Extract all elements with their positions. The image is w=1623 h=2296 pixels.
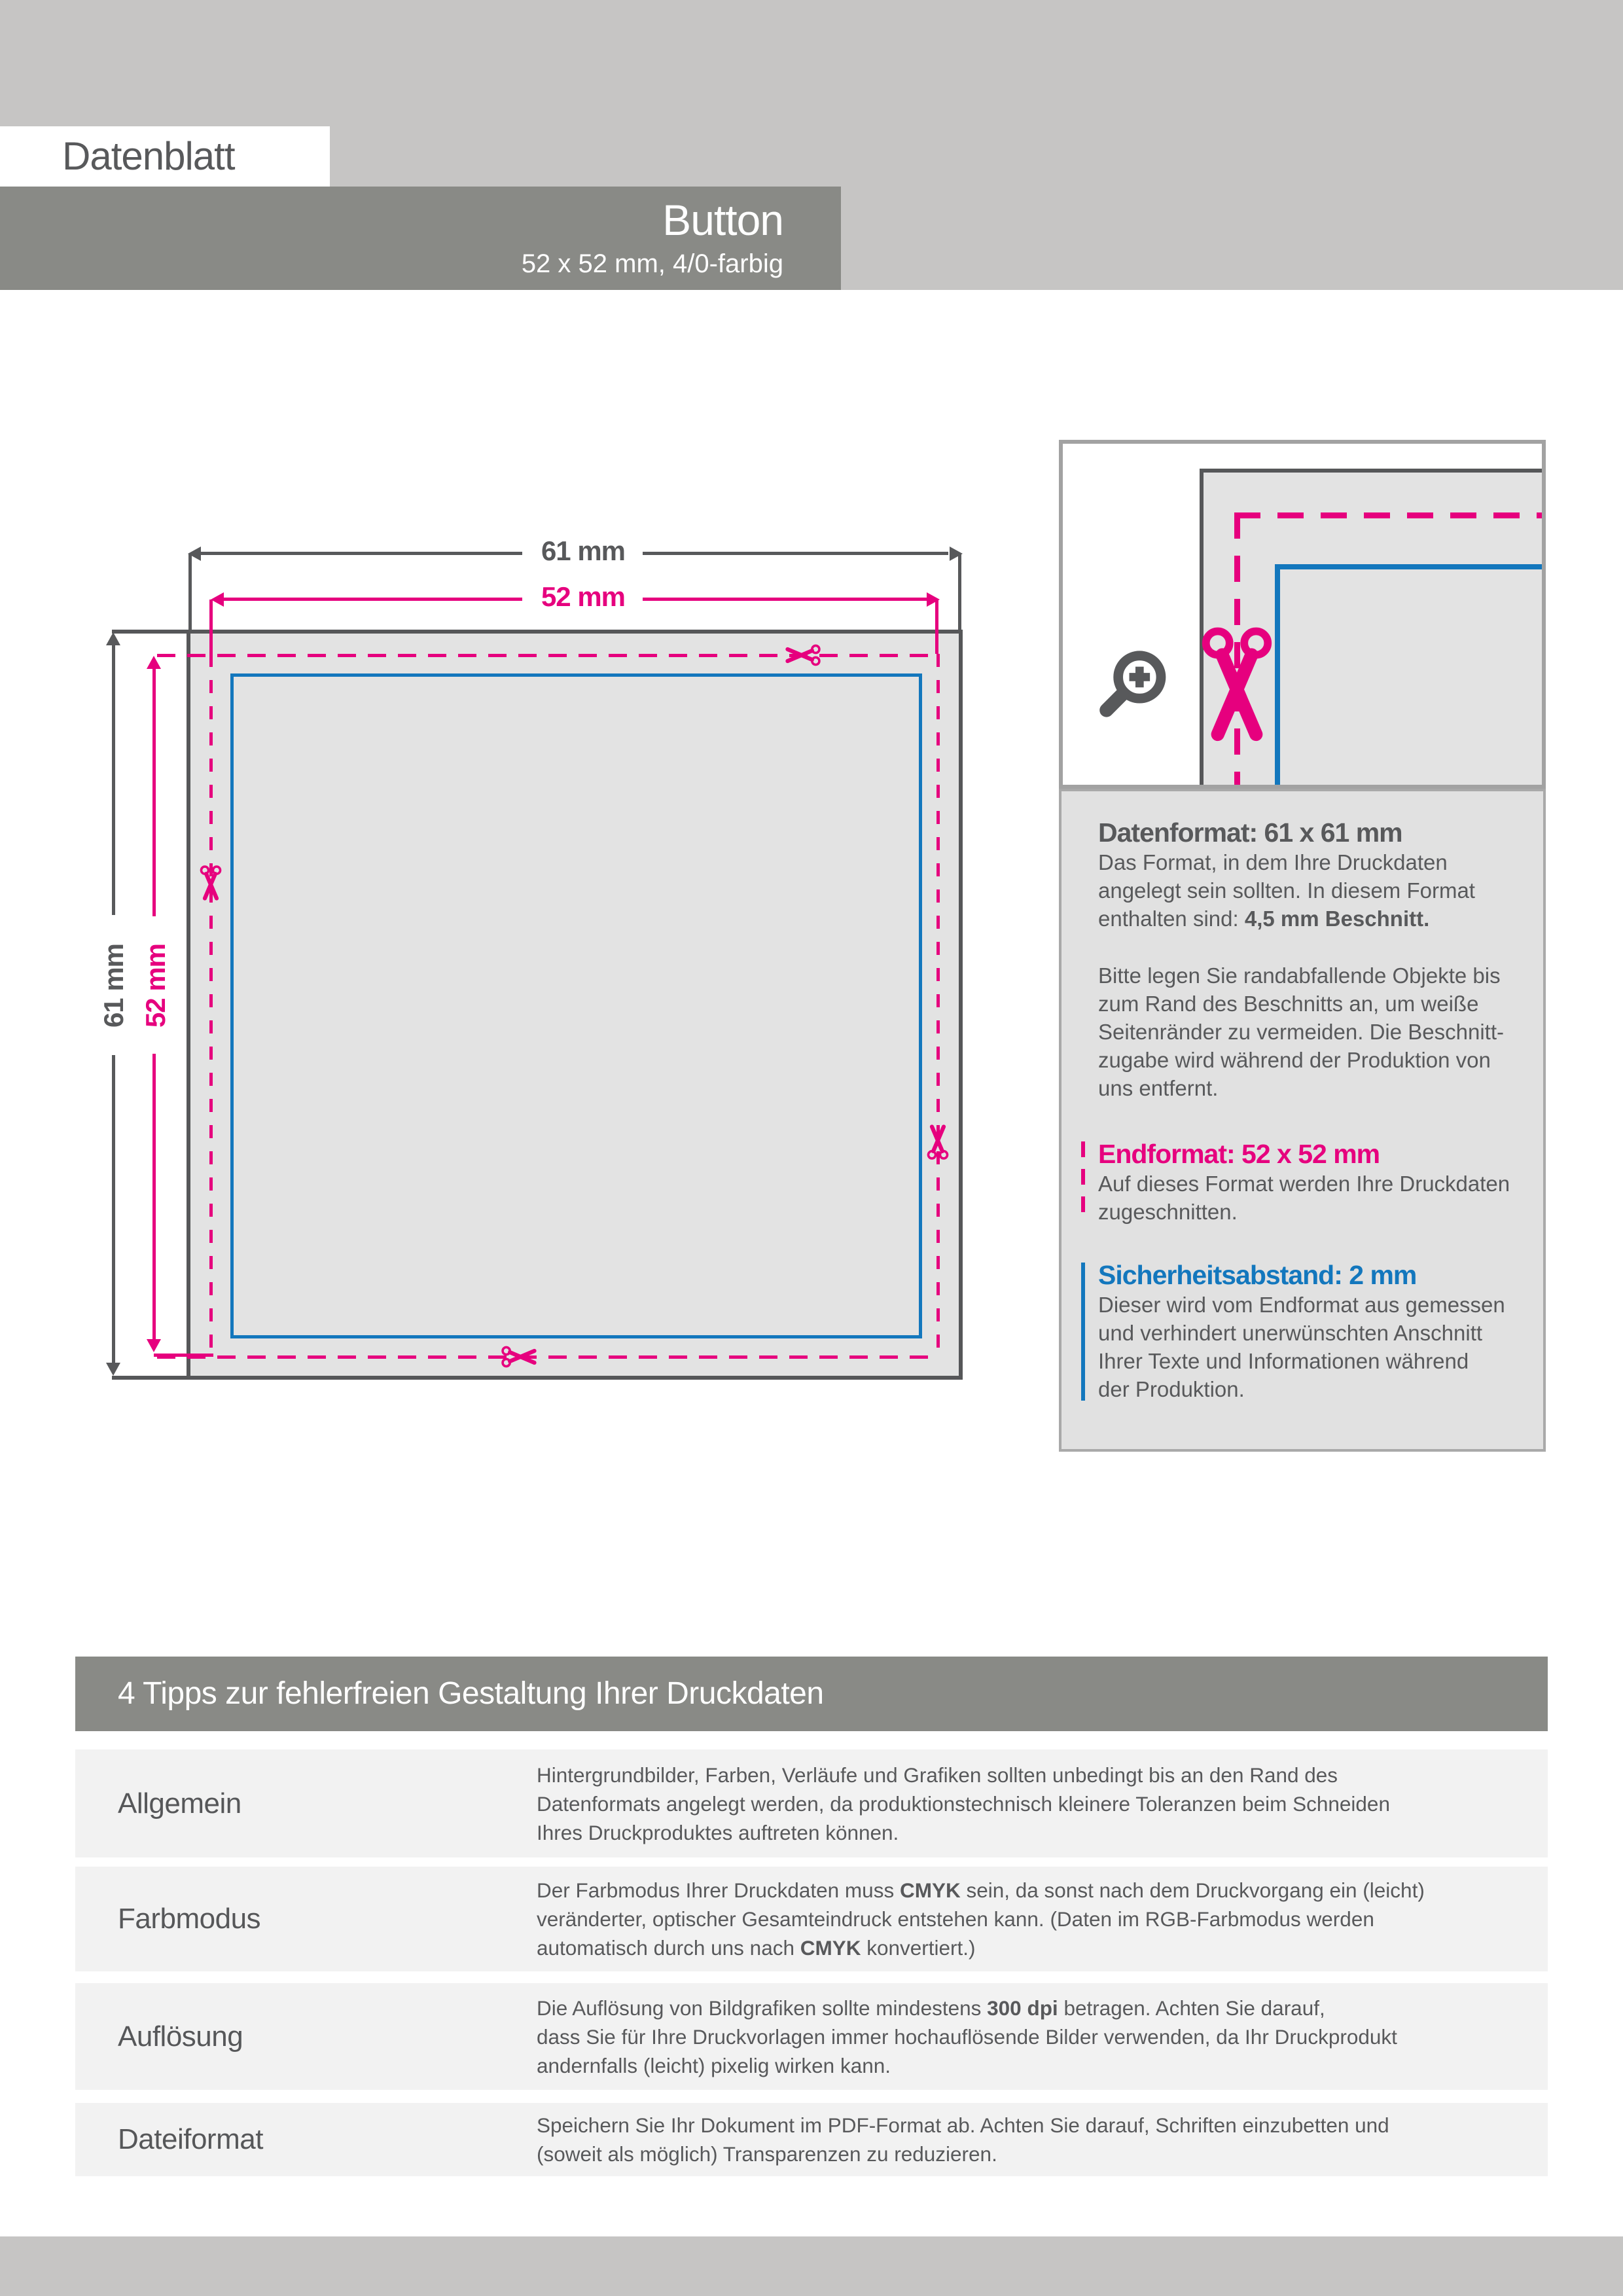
format-info-panel — [1059, 789, 1546, 1452]
footer-gray-band — [0, 2236, 1623, 2296]
dim-61w-line-left — [201, 552, 522, 555]
sicherheitsabstand-section — [1098, 1260, 1524, 1403]
table-row — [75, 2103, 1548, 2176]
bottom-edge-extension-line — [112, 1376, 187, 1380]
doc-type-label: Datenblatt — [62, 134, 235, 178]
scissors-icon — [1199, 626, 1275, 744]
dim-52h-arrow-bottom — [147, 1339, 161, 1352]
sicherheitsabstand-rect — [230, 673, 922, 1338]
zoom-safety-line-vertical — [1275, 564, 1280, 785]
zoom-safety-line-horizontal — [1275, 564, 1542, 569]
endformat-dashed-rule — [1081, 1141, 1085, 1223]
dim-61w-line-right — [643, 552, 948, 555]
table-row — [75, 1867, 1548, 1971]
cutline-bottom — [157, 1355, 940, 1359]
datenformat-section — [1098, 817, 1524, 933]
tip-label-dateiformat: Dateiformat — [118, 2123, 263, 2155]
endformat-heading: Endformat: 52 x 52 mm — [1098, 1139, 1380, 1169]
magnifier-plus-icon — [1097, 645, 1174, 723]
sicherheitsabstand-heading: Sicherheitsabstand: 2 mm — [1098, 1260, 1417, 1290]
dim-61h-line-top — [112, 645, 115, 915]
dim-52h-label: 52 mm — [140, 943, 171, 1028]
datenformat-heading: Datenformat: 61 x 61 mm — [1098, 817, 1402, 848]
dim-52h-connector — [154, 1354, 213, 1357]
tip-label-allgemein: Allgemein — [118, 1787, 241, 1820]
dim-61h-arrow-top — [106, 632, 120, 645]
table-row — [75, 1983, 1548, 2090]
sicherheitsabstand-text: Dieser wird vom Endformat aus gemessen und verhindert unerwünschten Anschnitt Ihrer Texte und Informationen während der Produktion. — [1098, 1293, 1505, 1401]
dim-61h-label: 61 mm — [98, 943, 129, 1028]
dim-52w-arrow-left — [211, 592, 224, 607]
dim-52w-line-right — [643, 598, 927, 601]
zoom-cutline-horizontal — [1234, 512, 1542, 518]
dim-52h-line-bottom — [152, 1054, 156, 1340]
dim-61w-ext-left — [188, 554, 192, 630]
tip-text-allgemein: Hintergrundbilder, Farben, Verläufe und Grafiken sollten unbedingt bis an den Rand des Datenformats angelegt werden, da produktionstechnisch kleinere Toleranzen beim Schneiden Ihres Druckproduktes auftreten können. — [537, 1763, 1390, 1844]
tip-label-aufloesung: Auflösung — [118, 2020, 243, 2053]
dim-52h-arrow-top — [147, 656, 161, 669]
tip-text-dateiformat: Speichern Sie Ihr Dokument im PDF-Format ab. Achten Sie darauf, Schriften einzubetten und (soweit als möglich) Transparenzen zu reduzieren. — [537, 2113, 1389, 2166]
bleed-note-section — [1098, 961, 1524, 1102]
dim-52w-ext-right — [935, 600, 938, 654]
top-edge-extension-line — [112, 630, 187, 634]
dim-61w-label: 61 mm — [541, 535, 626, 566]
tips-title: 4 Tipps zur fehlerfreien Gestaltung Ihrer Druckdaten — [118, 1676, 824, 1711]
tips-header-band — [75, 1657, 1548, 1731]
tip-text-aufloesung: Die Auflösung von Bildgrafiken sollte mindestens 300 dpi betragen. Achten Sie darauf, dass Sie für Ihre Druckvorlagen immer hochauflösende Bilder verwenden, da Ihr Druckprodukt andernfalls (leicht) pixelig wirken kann. — [537, 1996, 1397, 2077]
dim-52w-ext-left — [209, 600, 213, 654]
scissors-icon — [501, 1345, 537, 1369]
endformat-section — [1098, 1139, 1524, 1226]
dim-52w-label: 52 mm — [541, 581, 626, 612]
sicherheitsabstand-solid-rule — [1081, 1263, 1085, 1401]
doc-type-box — [0, 126, 330, 187]
cutline-top — [157, 654, 940, 657]
tip-label-farbmodus: Farbmodus — [118, 1903, 261, 1935]
product-title: Button — [662, 195, 783, 244]
scissors-icon — [785, 643, 821, 667]
table-row — [75, 1749, 1548, 1857]
endformat-text: Auf dieses Format werden Ihre Druckdaten zugeschnitten. — [1098, 1172, 1510, 1224]
dim-61h-line-bottom — [112, 1055, 115, 1364]
cutline-right — [936, 654, 940, 1359]
datenformat-text: Das Format, in dem Ihre Druckdaten angelegt sein sollten. In diesem Format enthalten sind: 4,5 mm Beschnitt. — [1098, 850, 1475, 931]
dim-61h-arrow-bottom — [106, 1363, 120, 1376]
scissors-icon — [199, 865, 223, 901]
dim-52h-line-top — [152, 669, 156, 916]
scissors-icon — [926, 1124, 950, 1160]
bleed-note-text: Bitte legen Sie randabfallende Objekte bis zum Rand des Beschnitts an, um weiße Seitenränder zu vermeiden. Die Beschnitt- zugabe wird während der Produktion von uns entfernt. — [1098, 963, 1504, 1100]
cutline-left — [209, 654, 213, 1359]
product-title-band — [0, 187, 841, 290]
product-subtitle: 52 x 52 mm, 4/0-farbig — [521, 249, 783, 279]
tip-text-farbmodus: Der Farbmodus Ihrer Druckdaten muss CMYK sein, da sonst nach dem Druckvorgang ein (leicht) veränderter, optischer Gesamteindruck entstehen kann. (Daten im RGB-Farbmodus werden automatisch durch uns nach CMYK konvertiert.) — [537, 1878, 1425, 1960]
dim-52w-line-left — [224, 598, 522, 601]
dim-61w-ext-right — [958, 554, 961, 630]
